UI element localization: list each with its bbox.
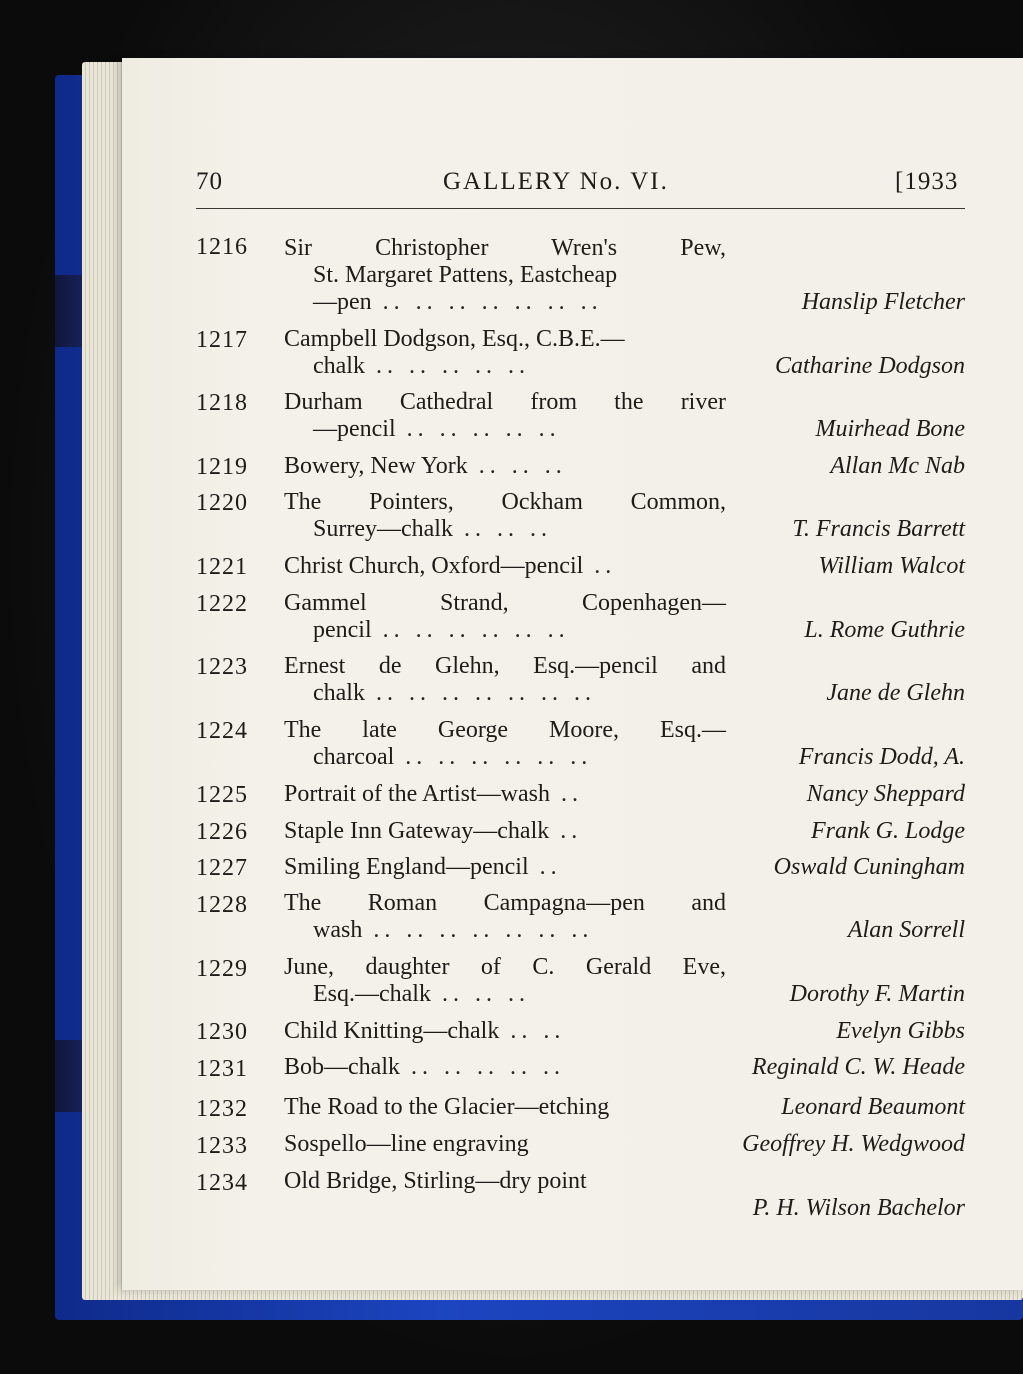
entry-title-line: Christ Church, Oxford—pencil (284, 553, 584, 579)
entry-number: 1231 (196, 1056, 248, 1082)
entry-medium: Esq.—chalk (313, 981, 431, 1007)
entry-title-line: Staple Inn Gateway—chalk (284, 818, 550, 844)
leader-dots: .. .. .. .. .. (395, 416, 561, 442)
header-rule (196, 208, 965, 209)
year-label: [1933 (895, 168, 959, 195)
entry-number: 1233 (196, 1133, 248, 1159)
leader-dots: .. .. .. .. .. (399, 1054, 565, 1080)
entry-title-line: The Pointers, Ockham Common, (284, 489, 726, 515)
artist-name: Francis Dodd, A. (798, 744, 965, 770)
artist-name: Muirhead Bone (815, 416, 965, 442)
entry-medium: —pencil (313, 416, 396, 442)
entry-medium: wash (313, 917, 363, 943)
entry-medium: chalk (313, 353, 365, 379)
entry-number: 1230 (196, 1019, 248, 1045)
entry-title-line: Smiling England—pencil (284, 854, 529, 880)
artist-name: Hanslip Fletcher (801, 289, 965, 315)
entry-title-line: The Roman Campagna—pen and (284, 890, 726, 916)
artist-name: Jane de Glehn (826, 680, 965, 706)
artist-name: Leonard Beaumont (781, 1094, 965, 1120)
entry-title-line: Old Bridge, Stirling—dry point (284, 1168, 587, 1194)
artist-name: Reginald C. W. Heade (751, 1054, 965, 1080)
entry-number: 1229 (196, 956, 248, 982)
entry-title-line: Campbell Dodgson, Esq., C.B.E.— (284, 326, 625, 352)
entry-title-line: Gammel Strand, Copenhagen— (284, 590, 726, 616)
leader-dots: .. .. (499, 1018, 566, 1044)
entry-title-line: The Road to the Glacier—etching (284, 1094, 610, 1120)
entry-number: 1227 (196, 855, 248, 881)
entry-title-line: June, daughter of C. Gerald Eve, (284, 954, 726, 980)
entry-number: 1222 (196, 591, 248, 617)
page-number: 70 (196, 168, 223, 195)
leader-dots: .. (549, 818, 583, 844)
entry-title-line: Sospello—line engraving (284, 1131, 529, 1157)
artist-name: T. Francis Barrett (792, 516, 965, 542)
entry-medium: Surrey—chalk (313, 516, 453, 542)
artist-name: Dorothy F. Martin (789, 981, 965, 1007)
artist-name: Catharine Dodgson (774, 353, 965, 379)
leader-dots: .. .. .. .. .. .. .. (364, 680, 596, 706)
entry-number: 1221 (196, 554, 248, 580)
entry-title-line: Ernest de Glehn, Esq.—pencil and (284, 653, 726, 679)
entry-number: 1232 (196, 1096, 248, 1122)
artist-name: Geoffrey H. Wedgwood (742, 1131, 965, 1157)
entry-title-line: Durham Cathedral from the river (284, 389, 726, 415)
leader-dots: .. .. .. .. .. (364, 353, 530, 379)
leader-dots: .. .. .. .. .. .. .. (371, 289, 603, 315)
leader-dots: .. (583, 553, 617, 579)
leader-dots: .. .. .. .. .. .. (394, 744, 593, 770)
entry-title-line: St. Margaret Pattens, Eastcheap (313, 262, 618, 288)
leader-dots: .. .. .. .. .. .. (371, 617, 570, 643)
entry-title-line: Portrait of the Artist—wash (284, 781, 550, 807)
entry-medium: —pen (313, 289, 372, 315)
entry-number: 1225 (196, 782, 248, 808)
artist-name: Oswald Cuningham (773, 854, 965, 880)
entry-number: 1216 (196, 234, 248, 260)
entry-number: 1224 (196, 718, 248, 744)
leader-dots: .. (528, 854, 562, 880)
entry-title-line: Sir Christopher Wren's Pew, (284, 235, 726, 261)
entry-number: 1234 (196, 1170, 248, 1196)
artist-name: Frank G. Lodge (811, 818, 965, 844)
entry-title-line: The late George Moore, Esq.— (284, 717, 726, 743)
entry-medium: chalk (313, 680, 365, 706)
artist-name: William Walcot (818, 553, 965, 579)
entry-number: 1217 (196, 327, 248, 353)
entry-number: 1218 (196, 390, 248, 416)
artist-name: Allan Mc Nab (830, 453, 965, 479)
leader-dots: .. .. .. .. .. .. .. (362, 917, 594, 943)
running-title: GALLERY No. VI. (443, 168, 669, 195)
entry-title-line: Bowery, New York (284, 453, 468, 479)
artist-name: Alan Sorrell (847, 917, 965, 943)
entry-number: 1226 (196, 819, 248, 845)
entry-medium: charcoal (313, 744, 395, 770)
leader-dots: .. .. .. (452, 516, 552, 542)
entry-title-line: Bob—chalk (284, 1054, 400, 1080)
entry-title-line: Child Knitting—chalk (284, 1018, 500, 1044)
entry-number: 1228 (196, 892, 248, 918)
entry-medium: pencil (313, 617, 372, 643)
leader-dots: .. .. .. (467, 453, 567, 479)
entry-number: 1219 (196, 454, 248, 480)
artist-name: Nancy Sheppard (806, 781, 965, 807)
leader-dots: .. .. .. (430, 981, 530, 1007)
entry-number: 1223 (196, 654, 248, 680)
artist-name: Evelyn Gibbs (836, 1018, 965, 1044)
artist-name: L. Rome Guthrie (804, 617, 965, 643)
artist-name: P. H. Wilson Bachelor (752, 1195, 965, 1221)
entry-number: 1220 (196, 490, 248, 516)
leader-dots: .. (549, 781, 583, 807)
